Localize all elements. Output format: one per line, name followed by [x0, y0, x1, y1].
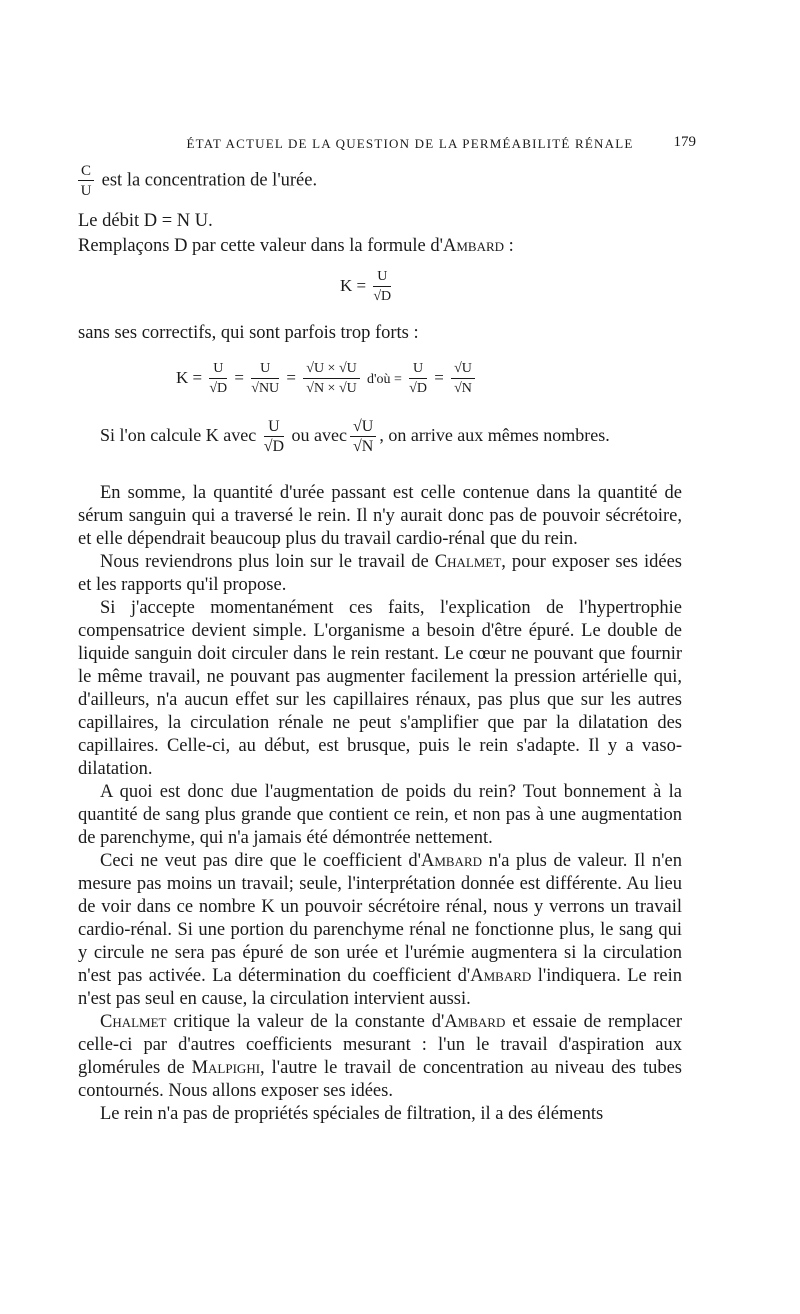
fraction-denominator: √N × √U: [306, 381, 357, 396]
text-span: , l'autre le travail de concentration au niveau des tubes contournés. Nous allons exposer ses idées.: [78, 1058, 682, 1101]
correctifs-line: sans ses correctifs, qui sont parfois trop forts :: [78, 323, 419, 343]
formula-k-equals-u-over-sqrt-d: [340, 268, 394, 306]
formula-lhs: K =: [176, 367, 203, 387]
body-text: [78, 482, 682, 1126]
equals-sign: =: [434, 367, 444, 387]
fraction-numerator: C: [78, 162, 94, 181]
author-malpighi: Malpighi: [191, 1058, 261, 1078]
fraction-denominator: √D: [209, 381, 228, 396]
fraction-numerator: U: [373, 268, 391, 287]
fraction-numerator: √U: [350, 418, 376, 437]
paragraph-si-j-accepte: Si j'accepte momentanément ces faits, l'explication de l'hypertrophie compensatrice devient simple. L'organisme a besoin d'être épuré. Le double de liquide sanguin doit circuler dans le rein restant. Le cœur ne pouvant que fournir le même travail, ne pouvant pas augmenter facilement la pression artérielle qui, d'ailleurs, n'a aucun effet sur les capillaires rénaux, pas plus que sur les autres capillaires, la circulation rénale ne peut s'amplifier que par la dilatation des capillaires. Celle-ci, au début, est brusque, puis le rein s'adapte. Il y a vaso-dilatation.: [78, 598, 682, 779]
equals-sign: =: [286, 367, 297, 387]
fraction-numerator: √U × √U: [303, 360, 359, 379]
paragraph-chalmet-critique: [78, 1011, 682, 1103]
fraction-denominator: U: [80, 183, 92, 199]
text-span: Nous reviendrons plus loin sur le travail de: [100, 552, 435, 572]
concentration-text: est la concentration de l'urée.: [101, 170, 318, 191]
author-chalmet: Chalmet: [100, 1012, 167, 1032]
si-text-a: Si l'on calcule K avec: [100, 425, 257, 446]
remplacons-line: [78, 235, 682, 258]
text-span: l'indiquera. Le rein n'est pas seul en cause, la circulation intervient aussi.: [78, 966, 682, 1009]
author-ambard: Ambard: [442, 236, 505, 256]
formula-derivation: [176, 360, 478, 398]
fraction-denominator: √NU: [251, 381, 280, 396]
text-span: , pour exposer ses idées et les rapports qu'il propose.: [78, 552, 682, 595]
paragraph-ceci-ne-veut: [78, 850, 682, 1011]
fraction-5: [451, 360, 475, 398]
remplacons-colon: :: [504, 236, 514, 256]
fraction-numerator: U: [409, 360, 427, 379]
fraction-numerator: U: [209, 360, 227, 379]
si-on-calcule-line: [100, 418, 610, 456]
fraction-denominator: √N: [353, 438, 374, 455]
fraction-denominator: √D: [409, 381, 427, 396]
fraction-numerator: U: [264, 418, 284, 437]
text-span: Ceci ne veut pas dire que le coefficient d': [100, 851, 421, 871]
paragraph-a-quoi: A quoi est donc due l'augmentation de poids du rein? Tout bonnement à la quantité de sang plus grande que contient ce rein, et non pas à une augmentation de parenchyme, qui n'a jamais été démontrée nettement.: [78, 782, 682, 848]
fraction-denominator: √N: [454, 381, 472, 396]
fraction-4: [409, 360, 427, 398]
fraction-numerator: U: [251, 360, 279, 379]
si-text-b: ou avec: [291, 425, 347, 446]
text-span: n'a plus de valeur. Il n'en mesure pas moins un travail; seule, l'interprétation donnée est différente. Au lieu de voir dans ce nombre K un pouvoir sécrétoire rénal, nous y verrons un travail cardio-rénal. Si une portion du parenchyme rénal ne fonctionne plus, le sang qui y circule ne sera pas épuré de son urée et l'urémie augmentera si la circulation n'est pas activée. La détermination du coefficient d': [78, 851, 682, 986]
remplacons-text: Remplaçons D par cette valeur dans la formule d': [78, 236, 443, 256]
fraction-2: [251, 360, 279, 398]
author-ambard: Ambard: [444, 1012, 506, 1032]
equals-sign: =: [234, 367, 245, 387]
fraction-u-sqrt-d: [264, 418, 284, 456]
fraction-1: [209, 360, 227, 398]
fraction-3: [303, 360, 359, 398]
concentration-line: [78, 162, 682, 200]
author-ambard: Ambard: [470, 966, 532, 986]
formula-fraction: [373, 268, 391, 306]
paragraph-en-somme: En somme, la quantité d'urée passant est celle contenue dans la quantité de sérum sanguin qui a traversé le rein. Il n'y aurait donc pas de pouvoir sécrétoire, et elle dépendrait beaucoup plus du travail cardio-rénal que du rein.: [78, 483, 682, 549]
running-header: ÉTAT ACTUEL DE LA QUESTION DE LA PERMÉABILITÉ RÉNALE: [186, 136, 634, 151]
author-chalmet: Chalmet: [434, 552, 502, 572]
author-ambard: Ambard: [420, 851, 483, 871]
fraction-denominator: √D: [263, 438, 285, 455]
si-text-c: , on arrive aux mêmes nombres.: [379, 425, 610, 446]
text-span: critique la valeur de la constante d': [166, 1012, 445, 1032]
fraction-denominator: √D: [373, 289, 392, 304]
paragraph-le-rein: Le rein n'a pas de propriétés spéciales de filtration, il a des éléments: [100, 1104, 604, 1124]
fraction-sqrt-u-sqrt-n: [350, 418, 376, 456]
formula-lhs: K =: [340, 275, 367, 295]
fraction-numerator: √U: [451, 360, 475, 379]
dou-equals: d'où =: [367, 371, 402, 387]
page-number: 179: [673, 134, 696, 150]
c-over-u-fraction: [78, 162, 94, 200]
text-span: et essaie de remplacer celle-ci par d'autres coefficients mesurant : l'un le travail d'aspiration aux glomérules de: [78, 1012, 682, 1078]
debit-line: Le débit D = N U.: [78, 211, 213, 231]
paragraph-nous-reviendrons: [78, 551, 682, 597]
